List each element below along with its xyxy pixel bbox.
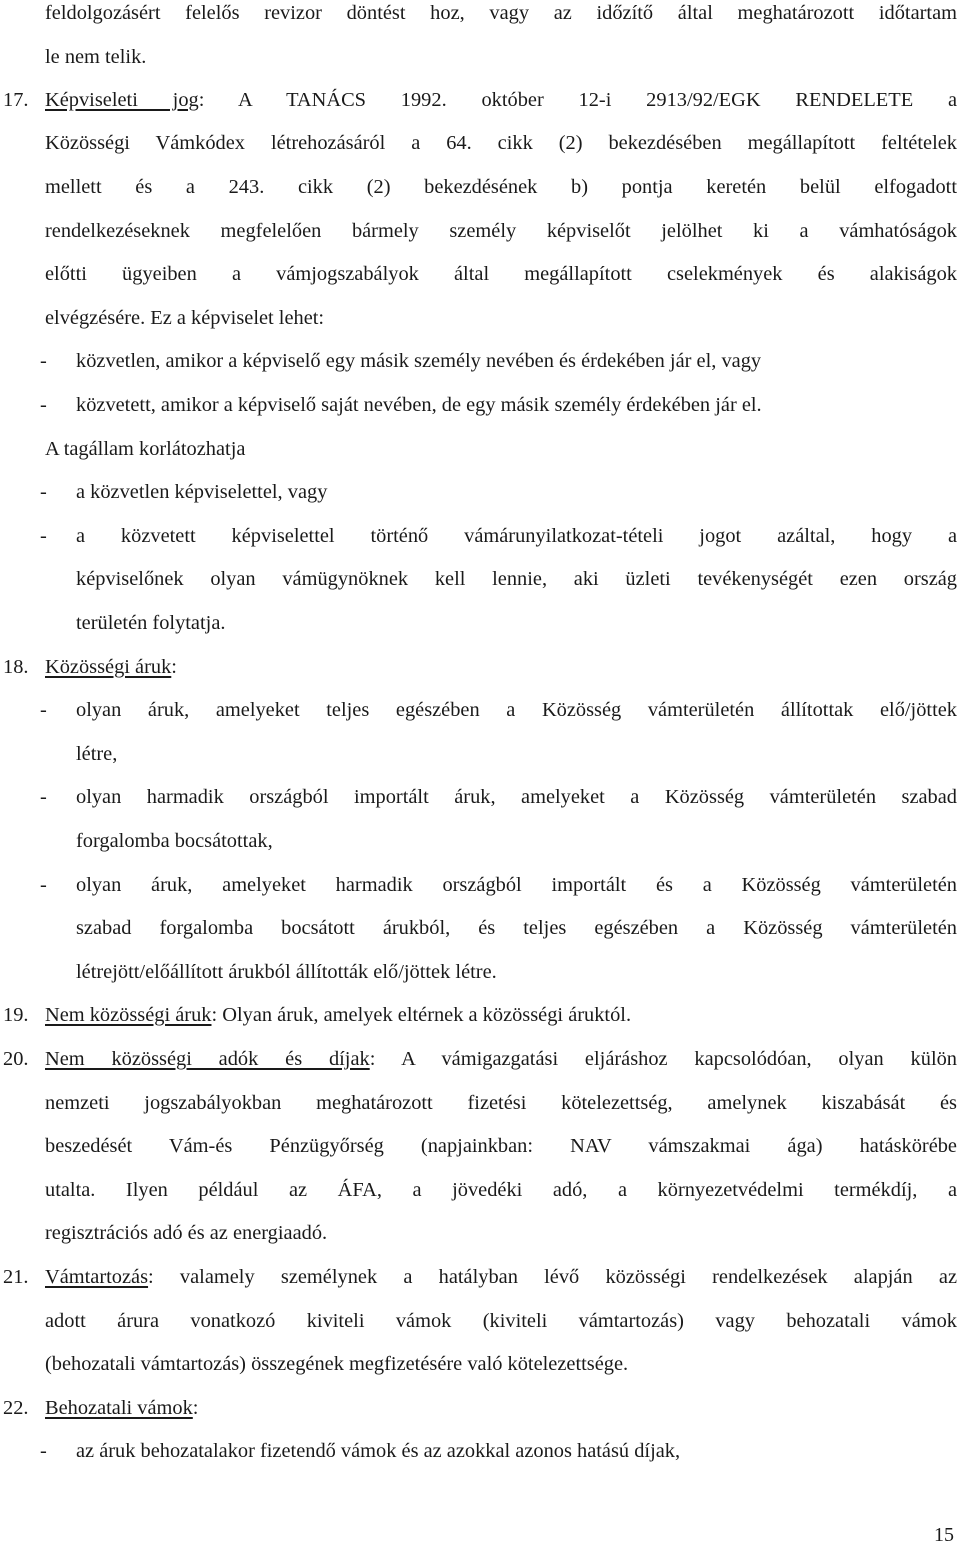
term-heading: Képviseleti jog [45,89,199,111]
text-line: adott árura vonatkozó kiviteli vámok (kiviteli vámtartozás) vagy behozatali vámok [45,1310,957,1332]
list-item: létre, [76,743,118,765]
list-item: a közvetett képviselettel történő vámárunyilatkozat-tételi jogot azáltal, hogy a [76,525,957,547]
text-line: rendelkezéseknek megfelelően bármely személy képviselőt jelölhet ki a vámhatóságok [45,220,957,242]
dash-bullet: - [40,1440,47,1462]
text-line: előtti ügyeiben a vámjogszabályok által megállapított cselekmények és alakiságok [45,263,957,285]
text-line: beszedését Vám-és Pénzügyőrség (napjainkban: NAV vámszakmai ága) hatáskörébe [45,1135,957,1157]
text-line: nemzeti jogszabályokban meghatározott fizetési kötelezettség, amelynek kiszabását és [45,1092,957,1114]
dash-bullet: - [40,481,47,503]
dash-bullet: - [40,699,47,721]
text-line: Behozatali vámok: [45,1397,199,1419]
list-item: olyan harmadik országból importált áruk, amelyeket a Közösség vámterületén szabad [76,786,957,808]
text-line: regisztrációs adó és az energiaadó. [45,1222,328,1244]
list-item: közvetlen, amikor a képviselő egy másik személy nevében és érdekében jár el, vagy [76,350,762,372]
term-heading: Közösségi áruk [45,656,172,678]
text-line: Képviseleti jog: A TANÁCS 1992. október 12-i 2913/92/EGK RENDELETE a [45,89,957,111]
list-item: olyan áruk, amelyeket teljes egészében a Közösség vámterületén állítottak elő/jöttek [76,699,957,721]
page-number: 15 [934,1524,954,1546]
list-item: létrejött/előállított árukból állították elő/jöttek létre. [76,961,497,983]
list-item: közvetett, amikor a képviselő saját nevében, de egy másik személy érdekében jár el. [76,394,762,416]
item-number: 21. [3,1266,29,1288]
term-heading: Vámtartozás [45,1266,149,1288]
list-item: képviselőnek olyan vámügynöknek kell lennie, aki üzleti tevékenységét ezen ország [76,568,957,590]
text-line: le nem telik. [45,46,147,68]
list-item: a közvetlen képviselettel, vagy [76,481,328,503]
item-number: 18. [3,656,29,678]
term-heading: Behozatali vámok [45,1397,193,1419]
item-number: 20. [3,1048,29,1070]
term-heading: Nem közösségi áruk [45,1004,212,1026]
item-number: 19. [3,1004,29,1026]
item-number: 22. [3,1397,29,1419]
text-line: A tagállam korlátozhatja [45,438,246,460]
text-line: Nem közösségi áruk: Olyan áruk, amelyek eltérnek a közösségi áruktól. [45,1004,632,1026]
text-line: feldolgozásért felelős revizor döntést hoz, vagy az időzítő által meghatározott időtartam [45,2,957,24]
dash-bullet: - [40,350,47,372]
text-line: Vámtartozás: valamely személynek a hatályban lévő közösségi rendelkezések alapján az [45,1266,957,1288]
text-line: utalta. Ilyen például az ÁFA, a jövedéki adó, a környezetvédelmi termékdíj, a [45,1179,957,1201]
list-item: az áruk behozatalakor fizetendő vámok és az azokkal azonos hatású díjak, [76,1440,681,1462]
list-item: olyan áruk, amelyeket harmadik országból importált és a Közösség vámterületén [76,874,957,896]
list-item: forgalomba bocsátottak, [76,830,273,852]
list-item: szabad forgalomba bocsátott árukból, és teljes egészében a Közösség vámterületén [76,917,957,939]
text-line: elvégzésére. Ez a képviselet lehet: [45,307,325,329]
dash-bullet: - [40,525,47,547]
text-line: (behozatali vámtartozás) összegének megfizetésére való kötelezettsége. [45,1353,629,1375]
text-line: mellett és a 243. cikk (2) bekezdésének b) pontja keretén belül elfogadott [45,176,957,198]
text-line: Nem közösségi adók és díjak: A vámigazgatási eljáráshoz kapcsolódóan, olyan külön [45,1048,957,1070]
dash-bullet: - [40,394,47,416]
item-number: 17. [3,89,29,111]
dash-bullet: - [40,874,47,896]
list-item: területén folytatja. [76,612,226,634]
text-line: Közösségi Vámkódex létrehozásáról a 64. cikk (2) bekezdésében megállapított feltételek [45,132,957,154]
text-line: Közösségi áruk: [45,656,177,678]
dash-bullet: - [40,786,47,808]
term-heading: Nem közösségi adók és díjak [45,1048,370,1070]
